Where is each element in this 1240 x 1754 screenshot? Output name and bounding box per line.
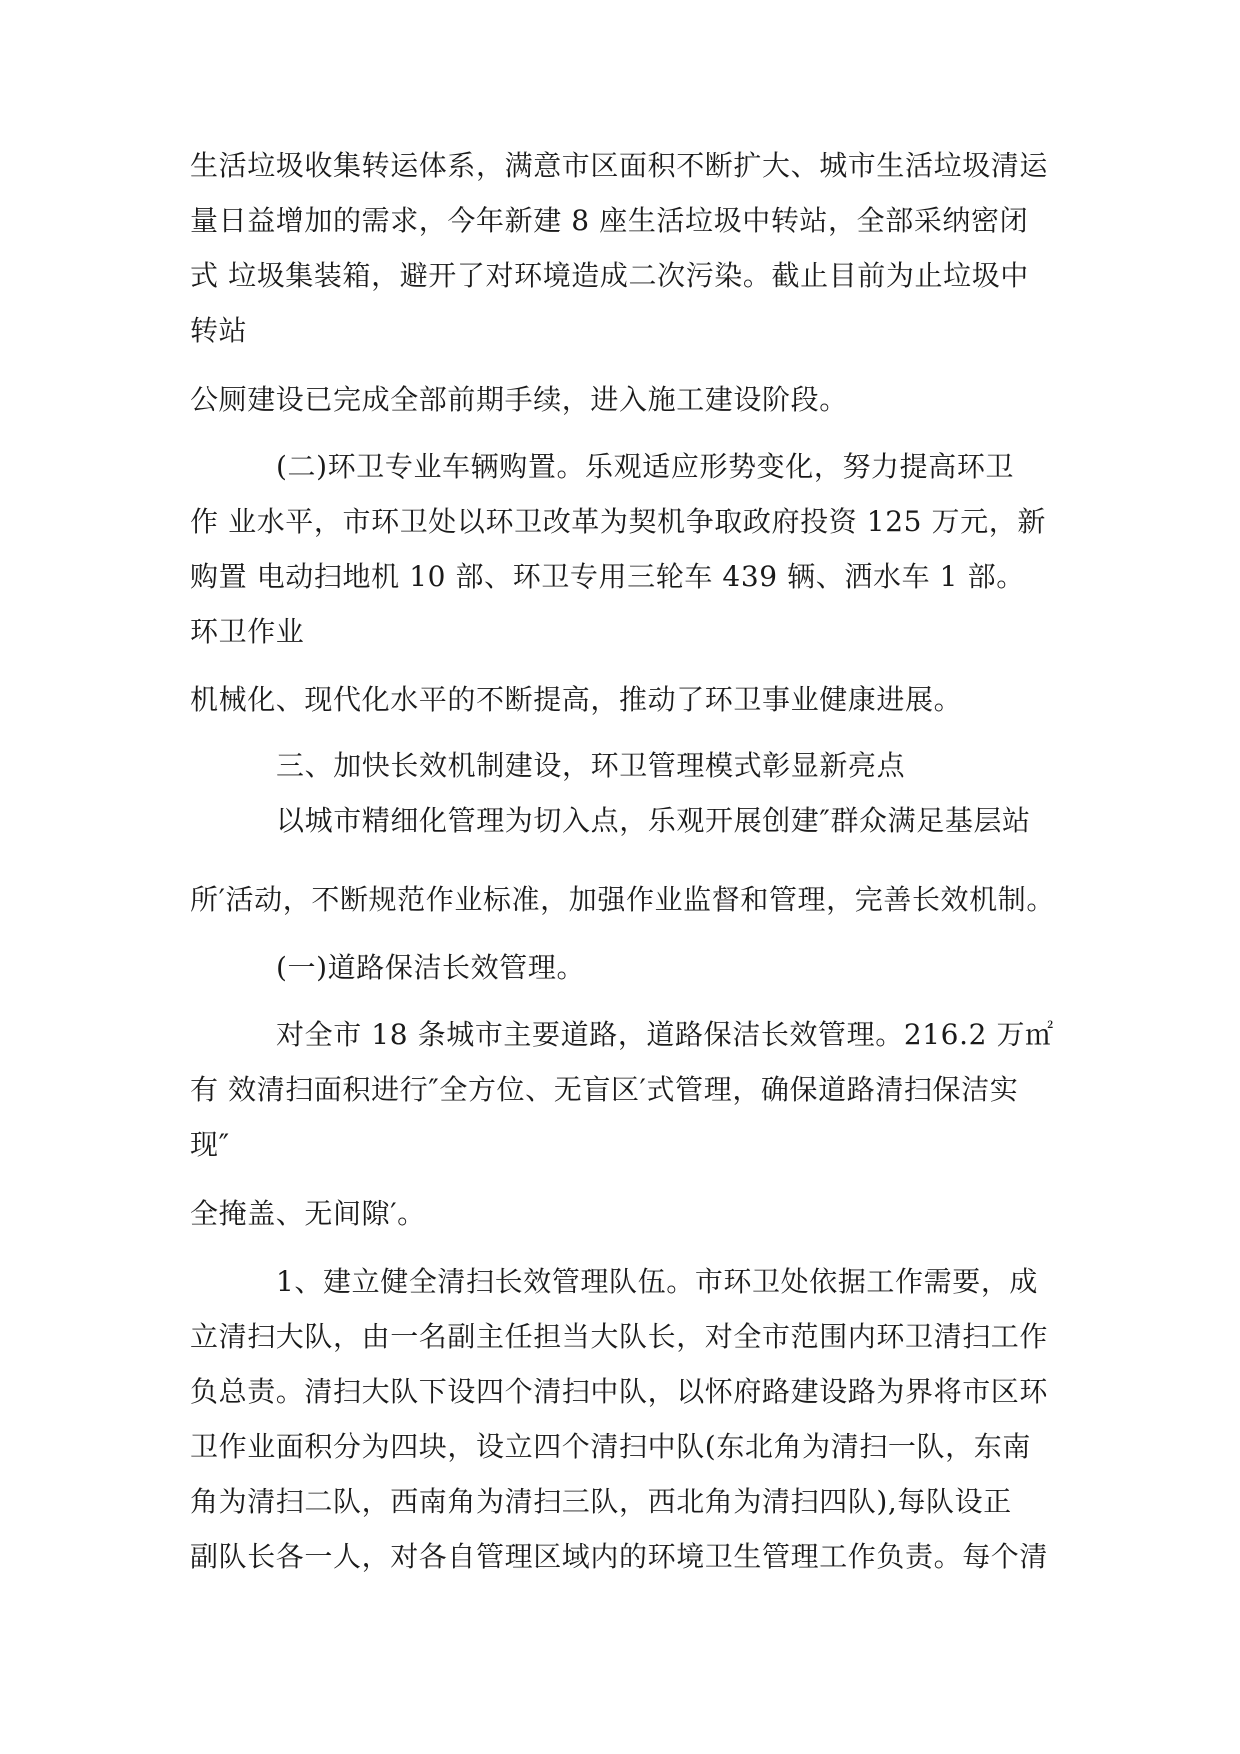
text-line: 副队长各一人，对各自管理区域内的环境卫生管理工作负责。每个清 — [190, 1540, 1049, 1573]
text-line: 卫作业面积分为四块，设立四个清扫中队(东北角为清扫一队，东南 — [190, 1430, 1031, 1463]
text-line: 所′活动，不断规范作业标准，加强作业监督和管理，完善长效机制。 — [190, 883, 1055, 916]
text-line: 环卫作业 — [190, 615, 305, 648]
text-line: 机械化、现代化水平的不断提高，推动了环卫事业健康进展。 — [190, 683, 963, 716]
text-line: 全掩盖、无间隙′。 — [190, 1197, 426, 1230]
text-line: 作 业水平，市环卫处以环卫改革为契机争取政府投资 125 万元，新 — [190, 505, 1046, 538]
text-line: 转站 — [190, 314, 248, 347]
text-line: 购置 电动扫地机 10 部、环卫专用三轮车 439 辆、洒水车 1 部。 — [190, 560, 1025, 593]
text-line: 公厕建设已完成全部前期手续，进入施工建设阶段。 — [190, 383, 848, 416]
text-line: 生活垃圾收集转运体系，满意市区面积不断扩大、城市生活垃圾清运 — [190, 149, 1049, 182]
section-heading: 三、加快长效机制建设，环卫管理模式彰显新亮点 — [276, 749, 906, 782]
text-line: 式 垃圾集装箱，避开了对环境造成二次污染。截止目前为止垃圾中 — [190, 259, 1029, 292]
text-line: 负总责。清扫大队下设四个清扫中队，以怀府路建设路为界将市区环 — [190, 1375, 1049, 1408]
text-line: 有 效清扫面积进行″全方位、无盲区′式管理，确保道路清扫保洁实 — [190, 1073, 1019, 1106]
subsection-heading: (一)道路保洁长效管理。 — [276, 951, 586, 984]
text-line: 以城市精细化管理为切入点，乐观开展创建″群众满足基层站 — [276, 804, 1031, 837]
text-line: 立清扫大队，由一名副主任担当大队长，对全市范围内环卫清扫工作 — [190, 1320, 1049, 1353]
text-line: (二)环卫专业车辆购置。乐观适应形势变化，努力提高环卫 — [276, 450, 1015, 483]
text-line: 角为清扫二队，西南角为清扫三队，西北角为清扫四队),每队设正 — [190, 1485, 1012, 1518]
text-line: 量日益增加的需求，今年新建 8 座生活垃圾中转站，全部采纳密闭 — [190, 204, 1029, 237]
text-line: 1、建立健全清扫长效管理队伍。市环卫处依据工作需要，成 — [276, 1265, 1039, 1298]
text-line: 现″ — [190, 1128, 230, 1161]
text-line: 对全市 18 条城市主要道路，道路保洁长效管理。216.2 万㎡ — [276, 1018, 1054, 1051]
